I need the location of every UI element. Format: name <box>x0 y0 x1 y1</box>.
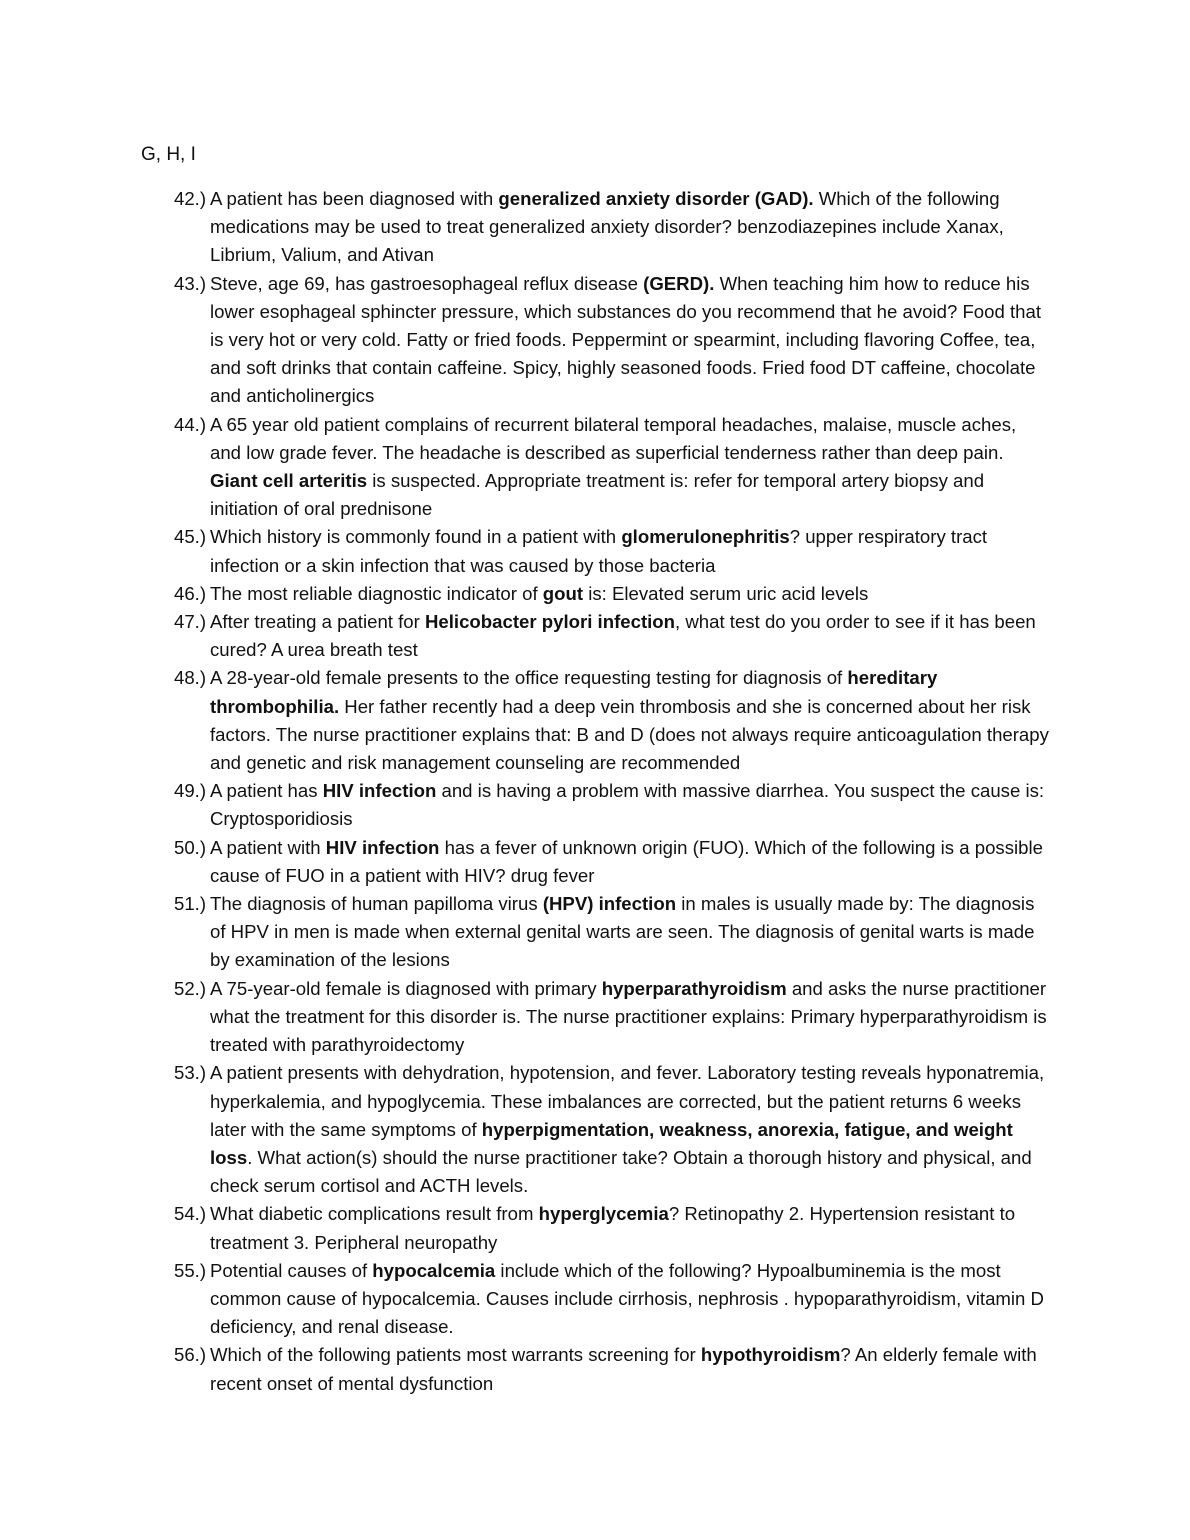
text-segment: ? Retinopathy 2. Hypertension resistant to treatment 3. Peripheral neuropathy <box>210 1203 1016 1253</box>
question-text <box>210 1344 1037 1393</box>
question-text <box>210 667 1049 773</box>
bold-term: hyperparathyroidism <box>601 977 787 999</box>
question-number: 44.) <box>174 413 207 435</box>
question-number: 48.) <box>174 667 207 689</box>
question-text <box>210 780 1044 829</box>
question-list <box>0 185 1190 1398</box>
bold-term: generalized anxiety disorder (GAD). <box>498 188 814 209</box>
question-text <box>210 611 1036 660</box>
question-item <box>0 834 1190 890</box>
question-item <box>0 1257 1190 1342</box>
text-segment: A patient has <box>210 780 323 802</box>
question-item <box>0 1341 1190 1397</box>
question-item <box>0 185 1190 270</box>
text-segment: A patient presents with dehydration, hypotension, and fever. Laboratory testing reveals hyponatremia, hyperkalemia, and hypoglycemia. These imbalances are corrected, but the patient returns 6 weeks later with the same symptoms of <box>210 1062 1045 1140</box>
bold-term: hereditary thrombophilia. <box>210 667 938 717</box>
question-number: 52.) <box>174 977 207 999</box>
text-segment: A 28-year-old female presents to the office requesting testing for diagnosis of <box>210 667 848 689</box>
question-text <box>210 1260 1044 1337</box>
question-item <box>0 608 1190 664</box>
question-text <box>210 1203 1015 1252</box>
question-text <box>210 583 868 604</box>
text-segment: ? upper respiratory tract infection or a skin infection that was caused by those bacteria <box>210 526 988 576</box>
question-number: 51.) <box>174 893 207 915</box>
bold-term: Helicobacter pylori infection <box>424 611 676 633</box>
text-segment: Her father recently had a deep vein thrombosis and she is concerned about her risk factors. The nurse practitioner explains that: B and D (does not always require anticoagulation therapy and genetic and risk management counseling are recommended <box>210 695 1049 774</box>
text-segment: include which of the following? Hypoalbuminemia is the most common cause of hypocalcemia. Causes include cirrhosis, nephrosis . hypoparathyroidism, vitamin D deficiency, and renal disease. <box>210 1259 1044 1338</box>
text-segment: After treating a patient for <box>210 611 425 633</box>
question-text <box>210 188 1004 265</box>
bold-term: glomerulonephritis <box>621 526 790 548</box>
question-text <box>210 1062 1044 1196</box>
bold-term: hyperpigmentation, weakness, anorexia, fatigue, and weight loss <box>210 1118 1013 1168</box>
question-number: 50.) <box>174 836 207 858</box>
question-number: 43.) <box>174 272 207 294</box>
text-segment: , what test do you order to see if it has been cured? A urea breath test <box>210 611 1036 661</box>
text-segment: When teaching him how to reduce his lower esophageal sphincter pressure, which substances do you recommend that he avoid? Food that is very hot or very cold. Fatty or fried foods. Peppermint or spearmint, including flavoring Coffee, tea, and soft drinks that contain caffeine. Spicy, highly seasoned foods. Fried food DT caffeine, chocolate and anticholinergics <box>210 272 1042 407</box>
text-segment: Which of the following patients most warrants screening for <box>210 1344 701 1366</box>
bold-term: gout <box>542 582 584 604</box>
text-segment: A patient with <box>210 836 326 858</box>
question-number: 46.) <box>174 582 207 604</box>
text-segment: in males is usually made by: The diagnosis of HPV in men is made when external genital warts are seen. The diagnosis of genital warts is made by examination of the lesions <box>210 893 1035 971</box>
text-segment: has a fever of unknown origin (FUO). Which of the following is a possible cause of FUO in a patient with HIV? drug fever <box>210 836 1043 886</box>
bold-term: Giant cell arteritis <box>210 470 368 492</box>
question-item <box>0 1200 1190 1256</box>
text-segment: Which of the following medications may be used to treat generalized anxiety disorder? benzodiazepines include Xanax, Librium, Valium, and Ativan <box>210 188 1004 266</box>
text-segment: A 75-year-old female is diagnosed with primary <box>210 977 602 999</box>
question-item <box>0 890 1190 975</box>
text-segment: The diagnosis of human papilloma virus <box>210 893 543 915</box>
question-number: 54.) <box>174 1203 207 1225</box>
question-number: 42.) <box>174 188 207 209</box>
bold-term: (GERD). <box>643 272 715 294</box>
question-item <box>0 664 1190 777</box>
question-number: 55.) <box>174 1259 207 1281</box>
bold-term: hypothyroidism <box>700 1344 841 1366</box>
question-number: 56.) <box>174 1344 207 1366</box>
text-segment: A 65 year old patient complains of recurrent bilateral temporal headaches, malaise, muscle aches, and low grade fever. The headache is described as superficial tenderness rather than deep pain. <box>210 413 1017 463</box>
text-segment: The most reliable diagnostic indicator of <box>210 582 543 604</box>
bold-term: HIV infection <box>322 780 437 802</box>
text-segment: Which history is commonly found in a patient with <box>210 526 622 548</box>
question-number: 53.) <box>174 1062 207 1084</box>
text-segment: ? An elderly female with recent onset of mental dysfunction <box>210 1344 1037 1394</box>
question-text <box>210 978 1047 1055</box>
question-number: 45.) <box>174 526 207 548</box>
text-segment: A patient has been diagnosed with <box>210 188 499 209</box>
question-item <box>0 580 1190 608</box>
question-item <box>0 523 1190 579</box>
text-segment: What diabetic complications result from <box>210 1203 539 1225</box>
question-text <box>210 893 1034 970</box>
question-item <box>0 270 1190 411</box>
text-segment: . What action(s) should the nurse practitioner take? Obtain a thorough history and physical, and check serum cortisol and ACTH levels. <box>210 1146 1032 1197</box>
question-number: 47.) <box>174 611 207 633</box>
bold-term: HIV infection <box>325 836 440 858</box>
text-segment: and is having a problem with massive diarrhea. You suspect the cause is: Cryptosporidiosis <box>210 780 1045 830</box>
question-text <box>210 414 1016 520</box>
question-text <box>210 526 987 575</box>
text-segment: is suspected. Appropriate treatment is: refer for temporal artery biopsy and initiation of oral prednisone <box>210 470 985 520</box>
question-item <box>0 975 1190 1060</box>
question-item <box>0 777 1190 833</box>
bold-term: (HPV) infection <box>542 893 677 915</box>
text-segment: and asks the nurse practitioner what the treatment for this disorder is. The nurse practitioner explains: Primary hyperparathyroidism is treated with parathyroidectomy <box>210 977 1047 1056</box>
text-segment: Steve, age 69, has gastroesophageal reflux disease <box>210 272 644 294</box>
bold-term: hypocalcemia <box>372 1259 496 1281</box>
question-text <box>210 837 1043 886</box>
bold-term: hyperglycemia <box>538 1203 669 1225</box>
question-item <box>0 411 1190 524</box>
text-segment: Potential causes of <box>210 1259 373 1281</box>
section-heading: G, H, I <box>141 144 196 165</box>
question-number: 49.) <box>174 780 207 802</box>
text-segment: is: Elevated serum uric acid levels <box>583 582 869 604</box>
question-item <box>0 1059 1190 1200</box>
question-text <box>210 273 1041 407</box>
